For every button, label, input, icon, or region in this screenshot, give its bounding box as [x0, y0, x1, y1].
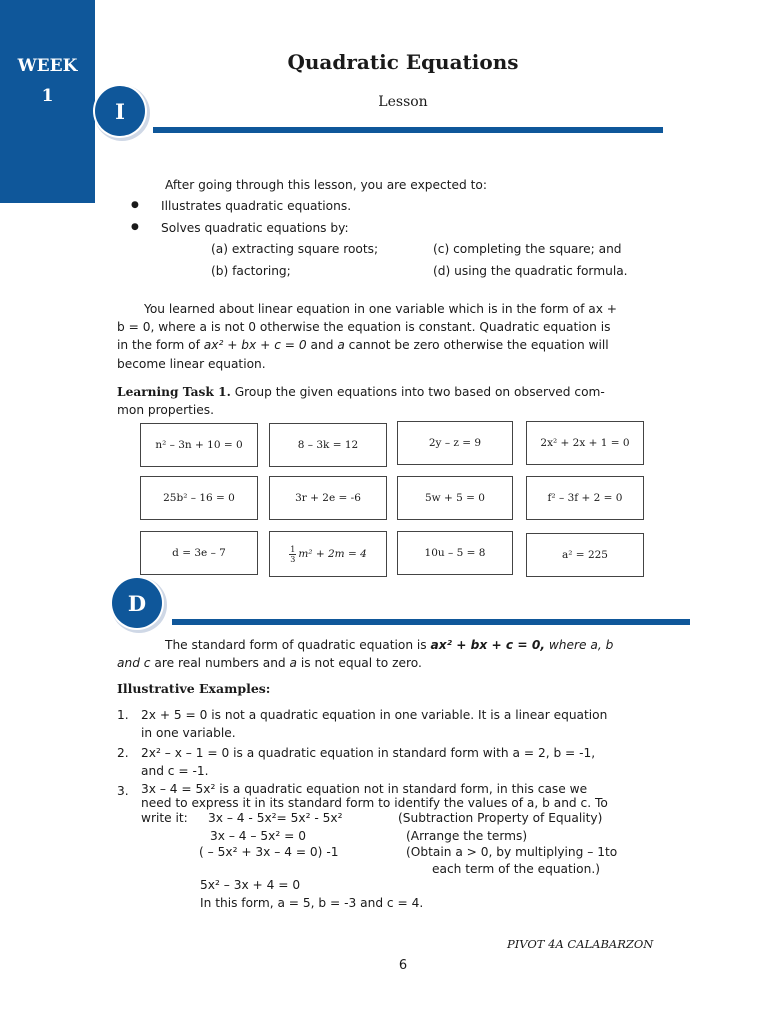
bullet-icon: ●	[131, 200, 139, 210]
reason-3: (Obtain a > 0, by multiplying – 1to	[406, 845, 618, 859]
equation-box: 25b² – 16 = 0	[140, 476, 258, 520]
equation-box: d = 3e – 7	[140, 531, 258, 575]
examples-heading: Illustrative Examples:	[117, 681, 271, 696]
task-text-cont: mon properties.	[117, 403, 214, 418]
method-c: (c) completing the square; and	[433, 242, 622, 256]
lesson-label: Lesson	[378, 94, 428, 110]
equation-box: 10u – 5 = 8	[397, 531, 513, 575]
equation-box: 5w + 5 = 0	[397, 476, 513, 520]
method-b: (b) factoring;	[211, 264, 291, 278]
step-2: 3x – 4 – 5x² = 0	[210, 829, 306, 843]
paragraph-line: b = 0, where a is not 0 otherwise the equation is constant. Quadratic equation is	[117, 320, 611, 335]
step-5: In this form, a = 5, b = -3 and c = 4.	[200, 896, 424, 910]
equation-box: 8 – 3k = 12	[269, 423, 387, 467]
section-d-rule	[172, 619, 690, 625]
reason-2: (Arrange the terms)	[406, 829, 528, 843]
equation-box: 3r + 2e = -6	[269, 476, 387, 520]
equation-box: 2y – z = 9	[397, 421, 513, 465]
equation-box: 2x² + 2x + 1 = 0	[526, 421, 644, 465]
task-label: Learning Task 1.	[117, 385, 231, 399]
section-i-rule	[153, 127, 663, 133]
equation-box-fraction: $\frac{1}{3}$ m² + 2m = 4	[269, 531, 387, 577]
week-number: 1	[41, 86, 54, 106]
paragraph-line: become linear equation.	[117, 356, 266, 371]
equation-box: f² – 3f + 2 = 0	[526, 476, 644, 520]
example-2: 2x² – x – 1 = 0 is a quadratic equation in standard form with a = 2, b = -1, and c = -1.	[141, 746, 596, 779]
method-a: (a) extracting square roots;	[211, 242, 379, 256]
equation-box: a² = 225	[526, 533, 644, 577]
example-3: 3x – 4 = 5x² is a quadratic equation not in standard form, in this case we need to express it in its standard form to identify the values of a, b and c. To	[141, 782, 608, 810]
section-d-badge: D	[112, 578, 162, 628]
example-1-num: 1.	[117, 708, 129, 722]
paragraph-line: You learned about linear equation in one variable which is in the form of ax +	[144, 302, 617, 316]
week-label: WEEK	[17, 56, 78, 76]
example-1: 2x + 5 = 0 is not a quadratic equation in one variable. It is a linear equation in one variable.	[141, 708, 608, 741]
objective-1: Illustrates quadratic equations.	[161, 199, 352, 213]
step-1: 3x – 4 - 5x²= 5x² - 5x²	[208, 811, 343, 825]
page-title: Quadratic Equations	[287, 50, 519, 74]
example-3-num: 3.	[117, 784, 129, 798]
learning-task	[117, 383, 685, 419]
paragraph-line: in the form of ax² + bx + c = 0 and a cannot be zero otherwise the equation will	[117, 338, 609, 353]
section-i-badge: I	[95, 86, 145, 136]
step-3: ( – 5x² + 3x – 4 = 0) -1	[199, 845, 339, 859]
objective-2: Solves quadratic equations by:	[161, 221, 349, 235]
step-write-it: write it:	[141, 811, 188, 825]
intro-paragraph	[117, 300, 685, 373]
equation-box: n² – 3n + 10 = 0	[140, 423, 258, 467]
fraction: $\frac{1}{3}$	[290, 544, 296, 564]
page-number: 6	[398, 958, 408, 973]
standard-form-text: The standard form of quadratic equation is ax² + bx + c = 0, where a, b and c are real numbers and a is not equal to zero.	[117, 638, 614, 671]
bullet-icon: ●	[131, 222, 139, 232]
reason-1: (Subtraction Property of Equality)	[398, 811, 603, 825]
method-d: (d) using the quadratic formula.	[433, 264, 628, 278]
task-text: Group the given equations into two based on observed com-	[230, 385, 605, 399]
example-2-num: 2.	[117, 746, 129, 760]
objectives-intro: After going through this lesson, you are expected to:	[165, 178, 487, 192]
reason-3-cont: each term of the equation.)	[432, 862, 600, 876]
footer-source: PIVOT 4A CALABARZON	[507, 937, 654, 951]
step-4: 5x² – 3x + 4 = 0	[200, 878, 301, 892]
